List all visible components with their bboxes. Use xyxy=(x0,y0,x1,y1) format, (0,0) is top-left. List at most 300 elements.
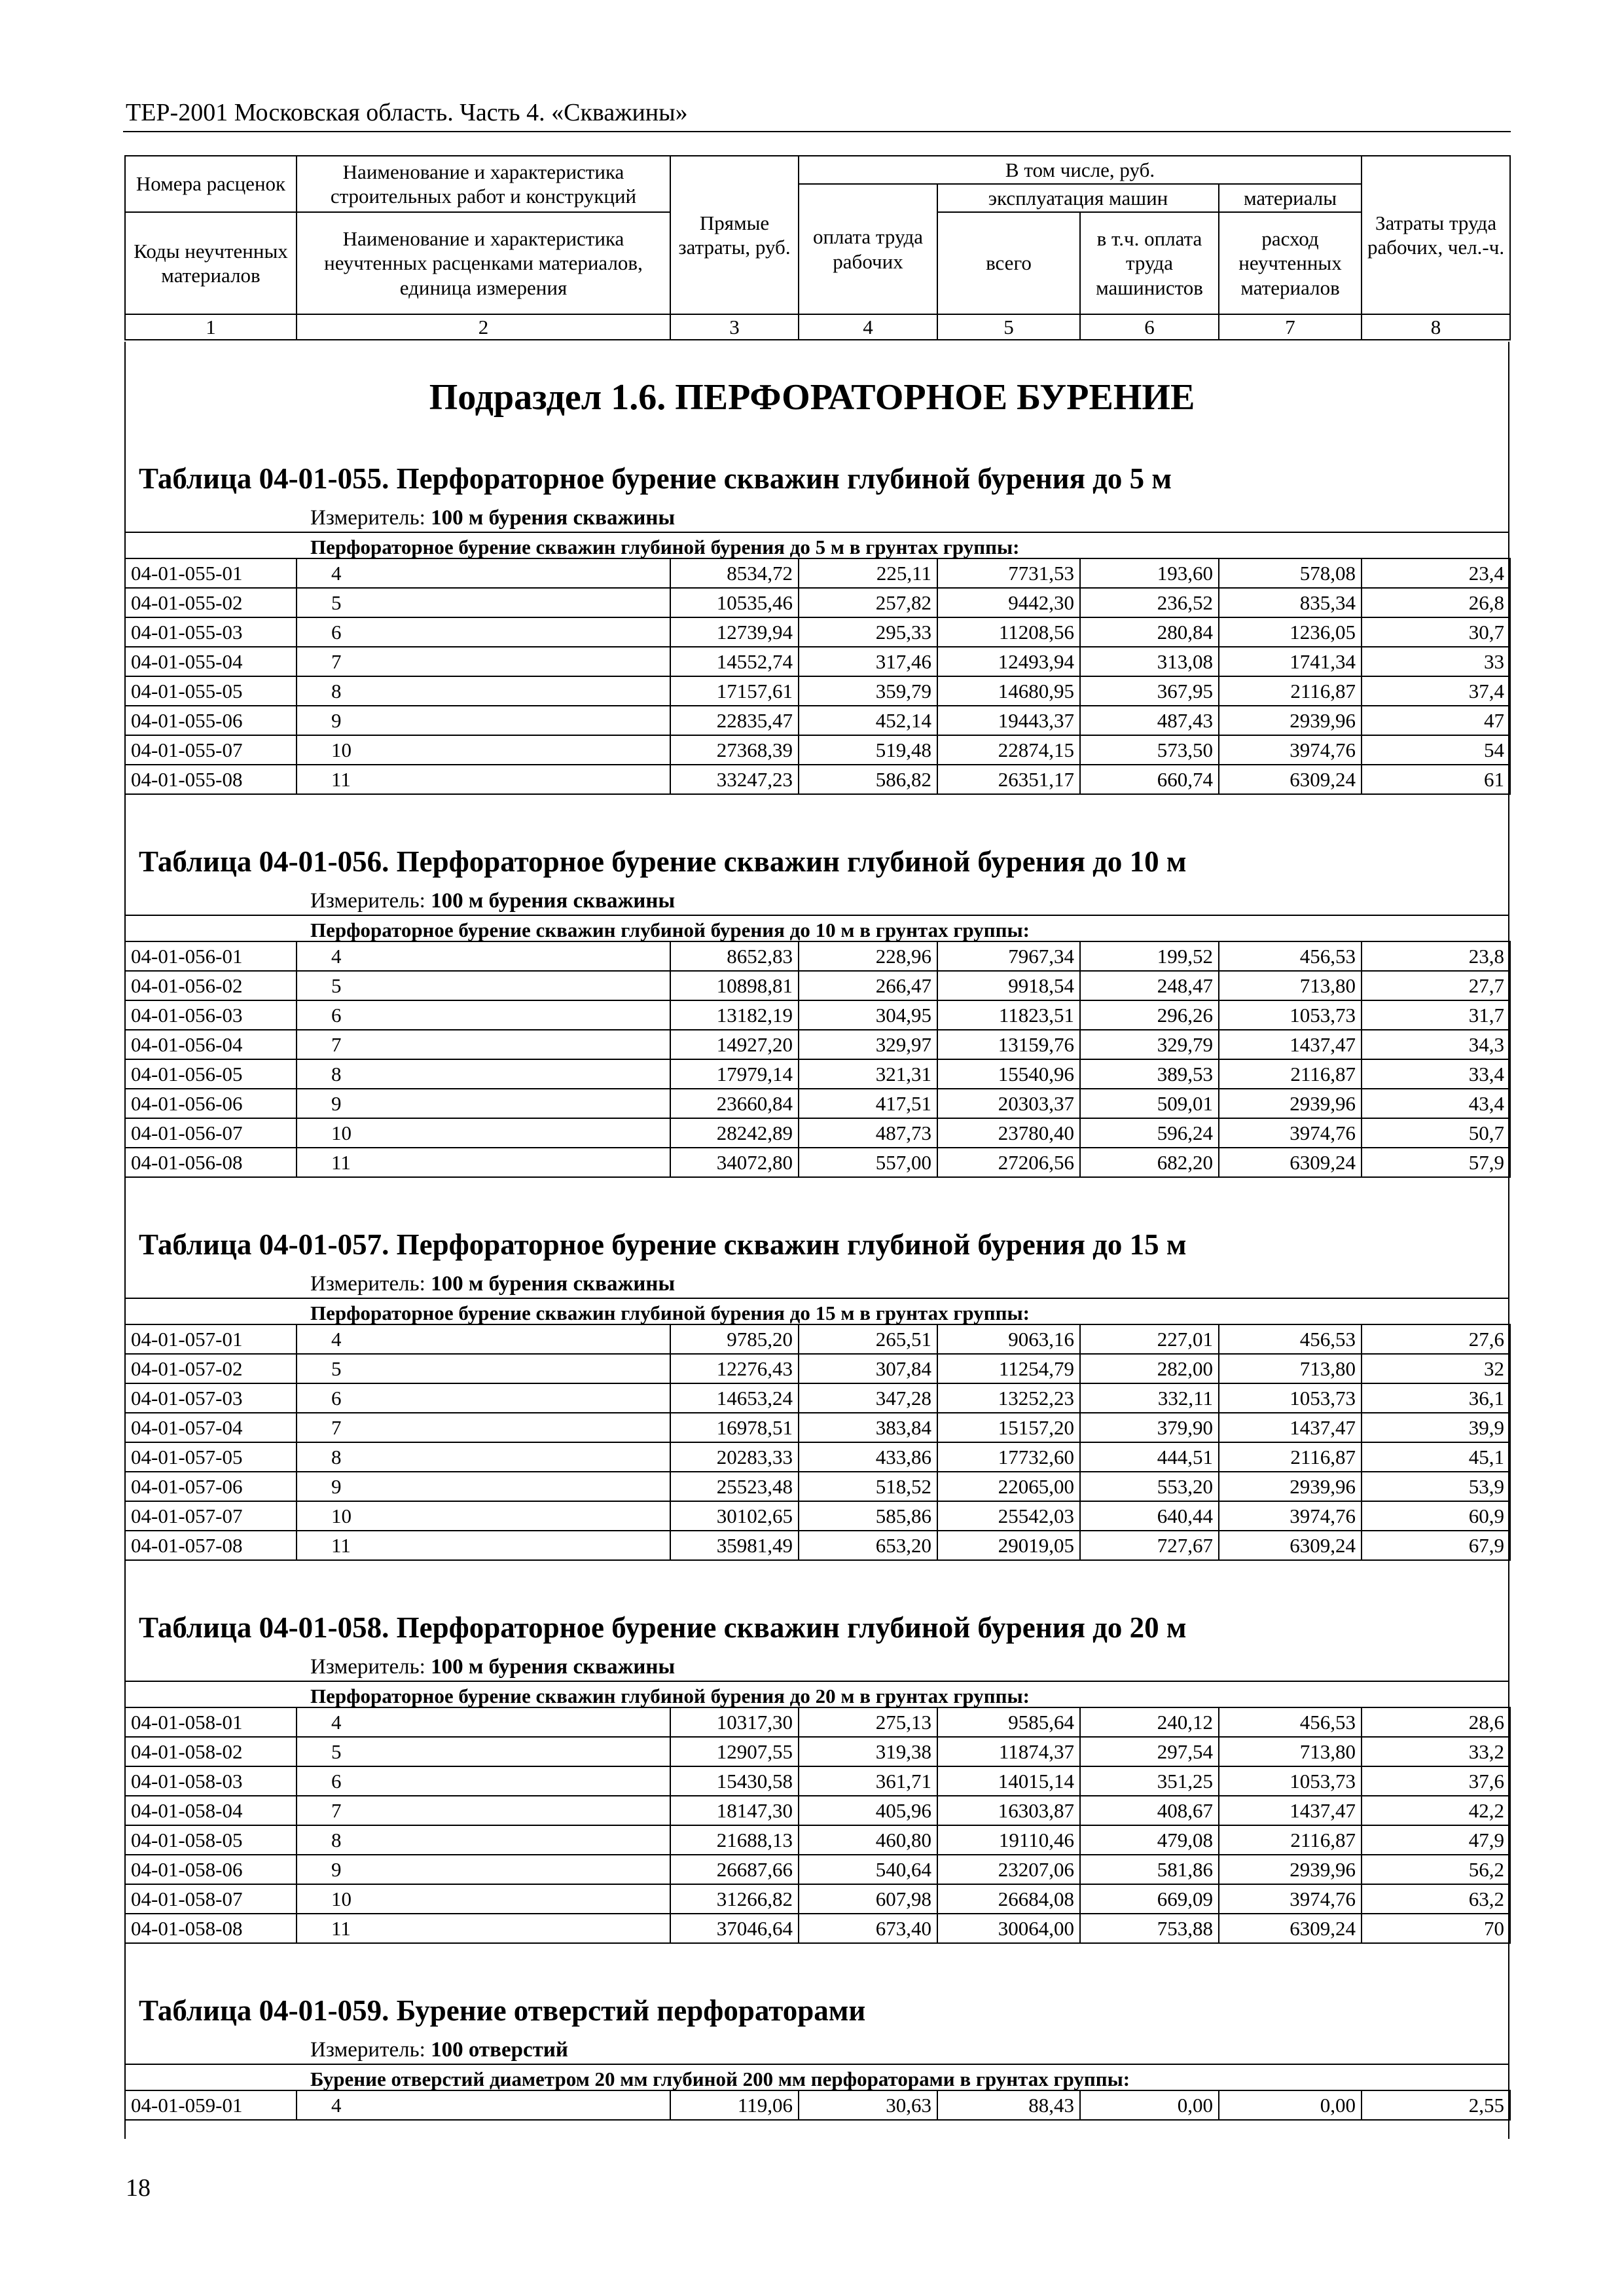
value-cell: 15430,58 xyxy=(670,1766,799,1796)
value-cell: 2116,87 xyxy=(1219,1059,1362,1089)
table-title: Таблица 04-01-056. Перфораторное бурение скважин глубиной бурения до 10 м xyxy=(139,845,1187,878)
soil-group: 5 xyxy=(297,1737,670,1766)
value-cell: 23780,40 xyxy=(937,1118,1080,1148)
value-cell: 228,96 xyxy=(799,941,937,971)
value-cell: 317,46 xyxy=(799,647,937,676)
value-cell: 20283,33 xyxy=(670,1442,799,1472)
value-cell: 265,51 xyxy=(799,1324,937,1354)
value-cell: 653,20 xyxy=(799,1531,937,1560)
value-cell: 12493,94 xyxy=(937,647,1080,676)
rate-code: 04-01-058-07 xyxy=(125,1884,297,1914)
value-cell: 53,9 xyxy=(1362,1472,1510,1501)
value-cell: 2,55 xyxy=(1362,2090,1510,2120)
value-cell: 3974,76 xyxy=(1219,1884,1362,1914)
value-cell: 35981,49 xyxy=(670,1531,799,1560)
value-cell: 43,4 xyxy=(1362,1089,1510,1118)
group-band-text: Перфораторное бурение скважин глубиной бурения до 10 м в грунтах группы: xyxy=(310,919,1030,941)
value-cell: 6309,24 xyxy=(1219,1148,1362,1177)
rates-table xyxy=(124,558,1511,795)
value-cell: 2116,87 xyxy=(1219,676,1362,706)
table-row xyxy=(125,941,1510,971)
value-cell: 20303,37 xyxy=(937,1089,1080,1118)
rate-code: 04-01-056-01 xyxy=(125,941,297,971)
header-col-num: 6 xyxy=(1080,314,1219,340)
measure-line xyxy=(310,506,675,530)
value-cell: 42,2 xyxy=(1362,1796,1510,1825)
table-row xyxy=(125,1030,1510,1059)
header-col-num: 8 xyxy=(1362,314,1510,340)
measure-label: Измеритель: xyxy=(310,2038,431,2062)
group-band xyxy=(124,2064,1509,2091)
group-band xyxy=(124,1298,1509,1325)
value-cell: 835,34 xyxy=(1219,588,1362,617)
value-cell: 329,79 xyxy=(1080,1030,1219,1059)
soil-group: 9 xyxy=(297,1855,670,1884)
value-cell: 34072,80 xyxy=(670,1148,799,1177)
header-unaccounted-materials: расход неучтенных материалов xyxy=(1219,212,1362,314)
value-cell: 21688,13 xyxy=(670,1825,799,1855)
value-cell: 359,79 xyxy=(799,676,937,706)
rate-code: 04-01-055-07 xyxy=(125,735,297,765)
rate-code: 04-01-055-01 xyxy=(125,558,297,588)
page-header: ТЕР-2001 Московская область. Часть 4. «Скважины» xyxy=(126,99,688,126)
table-title: Таблица 04-01-055. Перфораторное бурение скважин глубиной бурения до 5 м xyxy=(139,462,1172,495)
table-row xyxy=(125,971,1510,1000)
value-cell: 456,53 xyxy=(1219,941,1362,971)
value-cell: 487,43 xyxy=(1080,706,1219,735)
value-cell: 383,84 xyxy=(799,1413,937,1442)
table-row xyxy=(125,2090,1510,2120)
value-cell: 660,74 xyxy=(1080,765,1219,794)
value-cell: 7731,53 xyxy=(937,558,1080,588)
rate-code: 04-01-058-04 xyxy=(125,1796,297,1825)
value-cell: 26684,08 xyxy=(937,1884,1080,1914)
value-cell: 452,14 xyxy=(799,706,937,735)
value-cell: 61 xyxy=(1362,765,1510,794)
value-cell: 36,1 xyxy=(1362,1383,1510,1413)
value-cell: 23,4 xyxy=(1362,558,1510,588)
value-cell: 50,7 xyxy=(1362,1118,1510,1148)
value-cell: 3974,76 xyxy=(1219,1118,1362,1148)
value-cell: 9442,30 xyxy=(937,588,1080,617)
value-cell: 31266,82 xyxy=(670,1884,799,1914)
group-band-text: Перфораторное бурение скважин глубиной бурения до 20 м в грунтах группы: xyxy=(310,1685,1030,1707)
rate-code: 04-01-057-02 xyxy=(125,1354,297,1383)
value-cell: 13182,19 xyxy=(670,1000,799,1030)
value-cell: 9785,20 xyxy=(670,1324,799,1354)
rate-code: 04-01-058-03 xyxy=(125,1766,297,1796)
soil-group: 5 xyxy=(297,588,670,617)
rate-code: 04-01-057-06 xyxy=(125,1472,297,1501)
value-cell: 119,06 xyxy=(670,2090,799,2120)
header-rule xyxy=(123,131,1511,132)
value-cell: 14927,20 xyxy=(670,1030,799,1059)
soil-group: 7 xyxy=(297,1413,670,1442)
value-cell: 63,2 xyxy=(1362,1884,1510,1914)
value-cell: 553,20 xyxy=(1080,1472,1219,1501)
measure-value: 100 м бурения скважины xyxy=(431,1272,676,1296)
rate-code: 04-01-056-06 xyxy=(125,1089,297,1118)
value-cell: 17157,61 xyxy=(670,676,799,706)
value-cell: 433,86 xyxy=(799,1442,937,1472)
value-cell: 57,9 xyxy=(1362,1148,1510,1177)
value-cell: 33247,23 xyxy=(670,765,799,794)
value-cell: 7967,34 xyxy=(937,941,1080,971)
rate-code: 04-01-059-01 xyxy=(125,2090,297,2120)
group-band xyxy=(124,1681,1509,1708)
header-operator-pay: в т.ч. оплата труда машинистов xyxy=(1080,212,1219,314)
value-cell: 47 xyxy=(1362,706,1510,735)
rate-code: 04-01-055-04 xyxy=(125,647,297,676)
value-cell: 669,09 xyxy=(1080,1884,1219,1914)
value-cell: 14015,14 xyxy=(937,1766,1080,1796)
measure-line xyxy=(310,1272,675,1296)
soil-group: 8 xyxy=(297,676,670,706)
header-material-codes: Коды неучтенных материалов xyxy=(125,212,297,314)
value-cell: 586,82 xyxy=(799,765,937,794)
value-cell: 248,47 xyxy=(1080,971,1219,1000)
soil-group: 4 xyxy=(297,2090,670,2120)
rate-code: 04-01-057-07 xyxy=(125,1501,297,1531)
value-cell: 405,96 xyxy=(799,1796,937,1825)
value-cell: 12739,94 xyxy=(670,617,799,647)
header-col-num: 4 xyxy=(799,314,937,340)
value-cell: 31,7 xyxy=(1362,1000,1510,1030)
value-cell: 11208,56 xyxy=(937,617,1080,647)
value-cell: 16978,51 xyxy=(670,1413,799,1442)
value-cell: 22065,00 xyxy=(937,1472,1080,1501)
value-cell: 19110,46 xyxy=(937,1825,1080,1855)
soil-group: 11 xyxy=(297,765,670,794)
value-cell: 578,08 xyxy=(1219,558,1362,588)
table-row xyxy=(125,1796,1510,1825)
rate-code: 04-01-057-05 xyxy=(125,1442,297,1472)
table-row xyxy=(125,1914,1510,1943)
value-cell: 296,26 xyxy=(1080,1000,1219,1030)
value-cell: 266,47 xyxy=(799,971,937,1000)
value-cell: 27206,56 xyxy=(937,1148,1080,1177)
table-row xyxy=(125,1766,1510,1796)
value-cell: 1437,47 xyxy=(1219,1030,1362,1059)
soil-group: 11 xyxy=(297,1148,670,1177)
value-cell: 14653,24 xyxy=(670,1383,799,1413)
measure-value: 100 м бурения скважины xyxy=(431,889,676,913)
value-cell: 1053,73 xyxy=(1219,1000,1362,1030)
value-cell: 713,80 xyxy=(1219,1354,1362,1383)
table-row xyxy=(125,1324,1510,1354)
value-cell: 1741,34 xyxy=(1219,647,1362,676)
value-cell: 1053,73 xyxy=(1219,1766,1362,1796)
measure-label: Измеритель: xyxy=(310,1272,431,1296)
value-cell: 11874,37 xyxy=(937,1737,1080,1766)
value-cell: 39,9 xyxy=(1362,1413,1510,1442)
rates-table xyxy=(124,941,1511,1178)
table-row xyxy=(125,765,1510,794)
value-cell: 15540,96 xyxy=(937,1059,1080,1089)
table-row xyxy=(125,617,1510,647)
table-row xyxy=(125,588,1510,617)
group-band xyxy=(124,915,1509,942)
soil-group: 8 xyxy=(297,1059,670,1089)
value-cell: 2939,96 xyxy=(1219,706,1362,735)
value-cell: 16303,87 xyxy=(937,1796,1080,1825)
value-cell: 9918,54 xyxy=(937,971,1080,1000)
value-cell: 509,01 xyxy=(1080,1089,1219,1118)
measure-line xyxy=(310,1655,675,1679)
value-cell: 640,44 xyxy=(1080,1501,1219,1531)
table-row xyxy=(125,735,1510,765)
value-cell: 319,38 xyxy=(799,1737,937,1766)
value-cell: 199,52 xyxy=(1080,941,1219,971)
table-row xyxy=(125,676,1510,706)
table-row xyxy=(125,1059,1510,1089)
value-cell: 23207,06 xyxy=(937,1855,1080,1884)
value-cell: 26,8 xyxy=(1362,588,1510,617)
rate-code: 04-01-057-08 xyxy=(125,1531,297,1560)
soil-group: 6 xyxy=(297,1766,670,1796)
value-cell: 37,6 xyxy=(1362,1766,1510,1796)
value-cell: 2116,87 xyxy=(1219,1825,1362,1855)
value-cell: 30,63 xyxy=(799,2090,937,2120)
value-cell: 307,84 xyxy=(799,1354,937,1383)
value-cell: 25523,48 xyxy=(670,1472,799,1501)
table-row xyxy=(125,1472,1510,1501)
header-including: В том числе, руб. xyxy=(799,156,1362,184)
value-cell: 26351,17 xyxy=(937,765,1080,794)
rates-table xyxy=(124,2090,1511,2121)
value-cell: 9585,64 xyxy=(937,1707,1080,1737)
value-cell: 6309,24 xyxy=(1219,1531,1362,1560)
value-cell: 280,84 xyxy=(1080,617,1219,647)
subsection-title: Подраздел 1.6. ПЕРФОРАТОРНОЕ БУРЕНИЕ xyxy=(429,377,1195,418)
value-cell: 22874,15 xyxy=(937,735,1080,765)
soil-group: 9 xyxy=(297,706,670,735)
value-cell: 14552,74 xyxy=(670,647,799,676)
soil-group: 10 xyxy=(297,735,670,765)
value-cell: 456,53 xyxy=(1219,1324,1362,1354)
column-header-table xyxy=(124,155,1511,340)
table-title: Таблица 04-01-057. Перфораторное бурение скважин глубиной бурения до 15 м xyxy=(139,1228,1187,1261)
value-cell: 15157,20 xyxy=(937,1413,1080,1442)
value-cell: 54 xyxy=(1362,735,1510,765)
rate-code: 04-01-058-01 xyxy=(125,1707,297,1737)
table-row xyxy=(125,1531,1510,1560)
value-cell: 519,48 xyxy=(799,735,937,765)
table-row xyxy=(125,558,1510,588)
soil-group: 6 xyxy=(297,617,670,647)
table-row xyxy=(125,1148,1510,1177)
value-cell: 27,7 xyxy=(1362,971,1510,1000)
rates-table xyxy=(124,1324,1511,1561)
value-cell: 27,6 xyxy=(1362,1324,1510,1354)
table-row xyxy=(125,1354,1510,1383)
value-cell: 673,40 xyxy=(799,1914,937,1943)
soil-group: 6 xyxy=(297,1000,670,1030)
value-cell: 225,11 xyxy=(799,558,937,588)
soil-group: 7 xyxy=(297,1030,670,1059)
value-cell: 596,24 xyxy=(1080,1118,1219,1148)
value-cell: 70 xyxy=(1362,1914,1510,1943)
rate-code: 04-01-057-03 xyxy=(125,1383,297,1413)
table-row xyxy=(125,647,1510,676)
soil-group: 6 xyxy=(297,1383,670,1413)
value-cell: 236,52 xyxy=(1080,588,1219,617)
value-cell: 10898,81 xyxy=(670,971,799,1000)
value-cell: 23,8 xyxy=(1362,941,1510,971)
value-cell: 37046,64 xyxy=(670,1914,799,1943)
measure-label: Измеритель: xyxy=(310,506,431,530)
rate-code: 04-01-058-02 xyxy=(125,1737,297,1766)
value-cell: 2939,96 xyxy=(1219,1089,1362,1118)
value-cell: 479,08 xyxy=(1080,1825,1219,1855)
value-cell: 29019,05 xyxy=(937,1531,1080,1560)
measure-line xyxy=(310,889,675,913)
value-cell: 585,86 xyxy=(799,1501,937,1531)
value-cell: 297,54 xyxy=(1080,1737,1219,1766)
measure-value: 100 отверстий xyxy=(431,2038,568,2062)
soil-group: 4 xyxy=(297,1324,670,1354)
value-cell: 3974,76 xyxy=(1219,735,1362,765)
value-cell: 1236,05 xyxy=(1219,617,1362,647)
rate-code: 04-01-058-06 xyxy=(125,1855,297,1884)
value-cell: 11254,79 xyxy=(937,1354,1080,1383)
value-cell: 1437,47 xyxy=(1219,1413,1362,1442)
value-cell: 361,71 xyxy=(799,1766,937,1796)
measure-line xyxy=(310,2038,568,2062)
value-cell: 6309,24 xyxy=(1219,765,1362,794)
rate-code: 04-01-055-06 xyxy=(125,706,297,735)
value-cell: 607,98 xyxy=(799,1884,937,1914)
measure-value: 100 м бурения скважины xyxy=(431,506,676,530)
rate-code: 04-01-056-07 xyxy=(125,1118,297,1148)
value-cell: 417,51 xyxy=(799,1089,937,1118)
table-row xyxy=(125,1413,1510,1442)
rate-code: 04-01-056-05 xyxy=(125,1059,297,1089)
page-number: 18 xyxy=(126,2174,151,2202)
value-cell: 557,00 xyxy=(799,1148,937,1177)
value-cell: 26687,66 xyxy=(670,1855,799,1884)
value-cell: 321,31 xyxy=(799,1059,937,1089)
value-cell: 444,51 xyxy=(1080,1442,1219,1472)
rate-code: 04-01-058-05 xyxy=(125,1825,297,1855)
value-cell: 193,60 xyxy=(1080,558,1219,588)
value-cell: 282,00 xyxy=(1080,1354,1219,1383)
table-row xyxy=(125,1442,1510,1472)
value-cell: 682,20 xyxy=(1080,1148,1219,1177)
value-cell: 18147,30 xyxy=(670,1796,799,1825)
value-cell: 32 xyxy=(1362,1354,1510,1383)
table-row xyxy=(125,706,1510,735)
value-cell: 275,13 xyxy=(799,1707,937,1737)
soil-group: 4 xyxy=(297,558,670,588)
value-cell: 1437,47 xyxy=(1219,1796,1362,1825)
rate-code: 04-01-056-08 xyxy=(125,1148,297,1177)
value-cell: 581,86 xyxy=(1080,1855,1219,1884)
group-band xyxy=(124,532,1509,559)
value-cell: 19443,37 xyxy=(937,706,1080,735)
soil-group: 8 xyxy=(297,1442,670,1472)
table-row xyxy=(125,1501,1510,1531)
value-cell: 727,67 xyxy=(1080,1531,1219,1560)
value-cell: 23660,84 xyxy=(670,1089,799,1118)
value-cell: 295,33 xyxy=(799,617,937,647)
soil-group: 8 xyxy=(297,1825,670,1855)
header-direct-costs: Прямые затраты, руб. xyxy=(670,156,799,314)
value-cell: 2116,87 xyxy=(1219,1442,1362,1472)
value-cell: 47,9 xyxy=(1362,1825,1510,1855)
value-cell: 0,00 xyxy=(1080,2090,1219,2120)
value-cell: 257,82 xyxy=(799,588,937,617)
rate-code: 04-01-057-01 xyxy=(125,1324,297,1354)
value-cell: 17979,14 xyxy=(670,1059,799,1089)
header-work-name: Наименование и характеристика строительных работ и конструкций xyxy=(297,156,670,212)
table-row xyxy=(125,1825,1510,1855)
rate-code: 04-01-057-04 xyxy=(125,1413,297,1442)
value-cell: 33,4 xyxy=(1362,1059,1510,1089)
value-cell: 67,9 xyxy=(1362,1531,1510,1560)
rate-code: 04-01-056-02 xyxy=(125,971,297,1000)
value-cell: 37,4 xyxy=(1362,676,1510,706)
value-cell: 14680,95 xyxy=(937,676,1080,706)
value-cell: 347,28 xyxy=(799,1383,937,1413)
header-col-num: 2 xyxy=(297,314,670,340)
value-cell: 30064,00 xyxy=(937,1914,1080,1943)
value-cell: 332,11 xyxy=(1080,1383,1219,1413)
soil-group: 9 xyxy=(297,1472,670,1501)
value-cell: 88,43 xyxy=(937,2090,1080,2120)
value-cell: 379,90 xyxy=(1080,1413,1219,1442)
rate-code: 04-01-055-05 xyxy=(125,676,297,706)
header-col-num: 5 xyxy=(937,314,1080,340)
value-cell: 10317,30 xyxy=(670,1707,799,1737)
rate-code: 04-01-055-02 xyxy=(125,588,297,617)
value-cell: 540,64 xyxy=(799,1855,937,1884)
soil-group: 5 xyxy=(297,1354,670,1383)
rates-table xyxy=(124,1707,1511,1944)
value-cell: 304,95 xyxy=(799,1000,937,1030)
value-cell: 313,08 xyxy=(1080,647,1219,676)
value-cell: 33 xyxy=(1362,647,1510,676)
value-cell: 408,67 xyxy=(1080,1796,1219,1825)
value-cell: 6309,24 xyxy=(1219,1914,1362,1943)
value-cell: 30102,65 xyxy=(670,1501,799,1531)
value-cell: 227,01 xyxy=(1080,1324,1219,1354)
rate-code: 04-01-056-03 xyxy=(125,1000,297,1030)
value-cell: 0,00 xyxy=(1219,2090,1362,2120)
soil-group: 10 xyxy=(297,1501,670,1531)
header-materials: материалы xyxy=(1219,184,1362,212)
value-cell: 713,80 xyxy=(1219,971,1362,1000)
table-row xyxy=(125,1855,1510,1884)
value-cell: 329,97 xyxy=(799,1030,937,1059)
value-cell: 367,95 xyxy=(1080,676,1219,706)
value-cell: 518,52 xyxy=(799,1472,937,1501)
rate-code: 04-01-055-08 xyxy=(125,765,297,794)
value-cell: 11823,51 xyxy=(937,1000,1080,1030)
soil-group: 4 xyxy=(297,941,670,971)
measure-label: Измеритель: xyxy=(310,889,431,913)
group-band-text: Перфораторное бурение скважин глубиной бурения до 5 м в грунтах группы: xyxy=(310,536,1020,558)
soil-group: 5 xyxy=(297,971,670,1000)
value-cell: 240,12 xyxy=(1080,1707,1219,1737)
value-cell: 3974,76 xyxy=(1219,1501,1362,1531)
soil-group: 10 xyxy=(297,1118,670,1148)
header-col-num: 1 xyxy=(125,314,297,340)
soil-group: 7 xyxy=(297,1796,670,1825)
value-cell: 753,88 xyxy=(1080,1914,1219,1943)
value-cell: 25542,03 xyxy=(937,1501,1080,1531)
table-row xyxy=(125,1089,1510,1118)
